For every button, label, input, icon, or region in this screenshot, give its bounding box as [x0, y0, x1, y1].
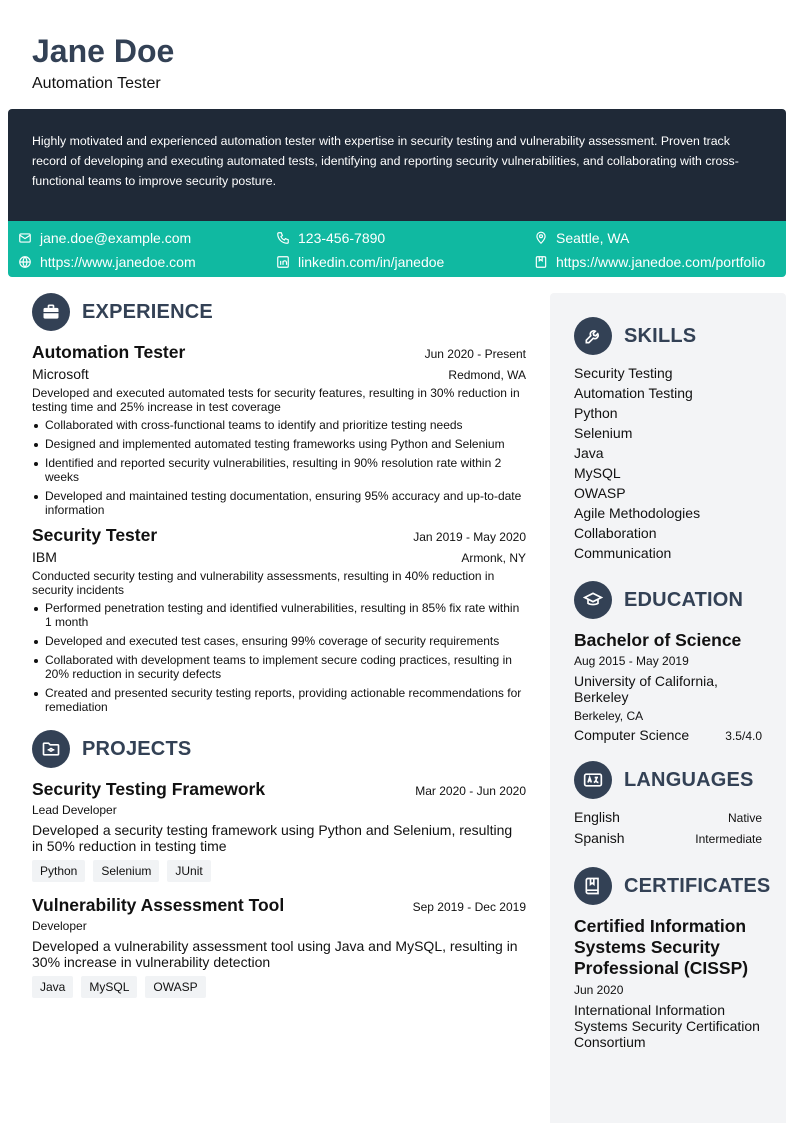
- certificate-name: Certified Information Systems Security Professional (CISSP): [574, 916, 749, 978]
- project-title: Vulnerability Assessment Tool: [32, 895, 285, 915]
- linkedin-icon: [276, 255, 290, 269]
- education-heading: [574, 581, 762, 619]
- job-title: Automation Tester: [32, 342, 186, 362]
- skills-title: SKILLS: [624, 324, 697, 347]
- location-text: Seattle, WA: [556, 230, 630, 246]
- briefcase-icon: [32, 293, 70, 331]
- language-item: [574, 828, 762, 849]
- candidate-name: Jane Doe: [32, 33, 175, 69]
- map-pin-icon: [534, 231, 548, 245]
- contact-email[interactable]: [18, 229, 191, 247]
- project-description: Developed a security testing framework using Python and Selenium, resulting in 50% reduction in testing time: [32, 822, 513, 854]
- school-name: University of California, Berkeley: [574, 673, 718, 705]
- projects-heading: [32, 730, 526, 768]
- candidate-title: Automation Tester: [32, 75, 161, 92]
- languages-heading: [574, 761, 762, 799]
- summary-section: [8, 109, 786, 221]
- book-icon: [574, 867, 612, 905]
- skills-heading: [574, 317, 762, 355]
- portfolio-icon: [534, 255, 548, 269]
- education-title: EDUCATION: [624, 588, 744, 611]
- project-entry: [32, 779, 526, 882]
- contact-portfolio[interactable]: [534, 253, 765, 271]
- job-dates: Jan 2019 - May 2020: [413, 530, 526, 544]
- certificate-issuer: International Information Systems Security Certification Consortium: [574, 1002, 760, 1050]
- bullet-item: Collaborated with development teams to implement secure coding practices, resulting in 20% reduction in security defects: [32, 653, 526, 681]
- skill-item: Python: [574, 405, 618, 421]
- job-entry: [32, 525, 526, 714]
- tag: Python: [32, 860, 85, 882]
- email-text: jane.doe@example.com: [40, 230, 192, 246]
- main-column: [32, 293, 526, 998]
- languages-list: [574, 807, 762, 849]
- bullet-item: Designed and implemented automated testing frameworks using Python and Selenium: [32, 437, 526, 451]
- education-dates: Aug 2015 - May 2019: [574, 654, 689, 668]
- project-description: Developed a vulnerability assessment tool using Java and MySQL, resulting in 30% increase in vulnerability detection: [32, 938, 518, 970]
- skill-item: Collaboration: [574, 525, 657, 541]
- portfolio-text: https://www.janedoe.com/portfolio: [556, 254, 766, 270]
- project-dates: Sep 2019 - Dec 2019: [412, 900, 526, 914]
- project-title: Security Testing Framework: [32, 779, 266, 799]
- website-text: https://www.janedoe.com: [40, 254, 196, 270]
- education-section: [574, 581, 762, 743]
- language-name: Spanish: [574, 830, 625, 846]
- skills-section: [574, 317, 762, 563]
- phone-icon: [276, 231, 290, 245]
- degree: Bachelor of Science: [574, 630, 742, 650]
- contact-bar: [8, 221, 786, 277]
- tag: JUnit: [167, 860, 210, 882]
- bullet-item: Developed and maintained testing documentation, ensuring 95% accuracy and up-to-date information: [32, 489, 526, 517]
- certificates-title: CERTIFICATES: [624, 874, 771, 897]
- phone-text: 123-456-7890: [298, 230, 386, 246]
- skill-item: Agile Methodologies: [574, 505, 701, 521]
- bullet-item: Developed and executed test cases, ensuring 99% coverage of security requirements: [32, 634, 526, 648]
- tag: MySQL: [81, 976, 137, 998]
- contact-website[interactable]: [18, 253, 196, 271]
- contact-phone[interactable]: [276, 229, 385, 247]
- skill-item: OWASP: [574, 485, 626, 501]
- project-entry: [32, 895, 526, 998]
- experience-title: EXPERIENCE: [82, 300, 213, 323]
- job-company: Microsoft: [32, 366, 89, 382]
- job-company: IBM: [32, 549, 57, 565]
- job-location: Armonk, NY: [461, 551, 526, 565]
- resume-header: [32, 33, 174, 93]
- skill-item: Selenium: [574, 425, 633, 441]
- skill-item: Communication: [574, 545, 672, 561]
- gpa: 3.5/4.0: [725, 729, 762, 743]
- envelope-icon: [18, 231, 32, 245]
- field-of-study: Computer Science: [574, 727, 690, 743]
- certificates-section: [574, 867, 771, 1050]
- job-title: Security Tester: [32, 525, 158, 545]
- language-level: Intermediate: [695, 832, 762, 846]
- language-item: [574, 807, 762, 828]
- project-role: Lead Developer: [32, 803, 117, 817]
- bullet-item: Performed penetration testing and identified vulnerabilities, resulting in 85% fix rate within 1 month: [32, 601, 526, 629]
- contact-linkedin[interactable]: [276, 253, 444, 271]
- project-dates: Mar 2020 - Jun 2020: [415, 784, 526, 798]
- bullet-item: Identified and reported security vulnerabilities, resulting in 90% resolution rate within 2 weeks: [32, 456, 526, 484]
- wrench-icon: [574, 317, 612, 355]
- globe-icon: [18, 255, 32, 269]
- project-tags: [32, 860, 526, 882]
- certificates-heading: [574, 867, 771, 905]
- skill-item: Java: [574, 445, 604, 461]
- graduation-cap-icon: [574, 581, 612, 619]
- job-bullets: [32, 418, 526, 517]
- tag: Java: [32, 976, 73, 998]
- job-description: Developed and executed automated tests for security features, resulting in 30% reduction in testing time and 25% increase in test coverage: [32, 386, 520, 414]
- projects-title: PROJECTS: [82, 737, 192, 760]
- job-bullets: [32, 601, 526, 714]
- certificate-date: Jun 2020: [574, 983, 624, 997]
- skill-item: MySQL: [574, 465, 621, 481]
- school-location: Berkeley, CA: [574, 709, 644, 723]
- skill-item: Automation Testing: [574, 385, 693, 401]
- job-dates: Jun 2020 - Present: [424, 347, 526, 361]
- language-level: Native: [727, 811, 762, 825]
- project-role: Developer: [32, 919, 87, 933]
- languages-title: LANGUAGES: [624, 768, 754, 791]
- bullet-item: Collaborated with cross-functional teams to identify and prioritize testing needs: [32, 418, 526, 432]
- skills-list: [574, 363, 762, 563]
- job-description: Conducted security testing and vulnerability assessments, resulting in 40% reduction in security incidents: [32, 569, 495, 597]
- skill-item: Security Testing: [574, 365, 673, 381]
- contact-location: [534, 229, 629, 247]
- folder-icon: [32, 730, 70, 768]
- languages-section: [574, 761, 762, 849]
- bullet-item: Created and presented security testing reports, providing actionable recommendations for remediation: [32, 686, 526, 714]
- job-location: Redmond, WA: [448, 368, 526, 382]
- tag: OWASP: [145, 976, 205, 998]
- experience-heading: [32, 293, 526, 331]
- linkedin-text: linkedin.com/in/janedoe: [298, 254, 445, 270]
- language-name: English: [574, 809, 620, 825]
- summary-text: Highly motivated and experienced automation tester with expertise in security testing and vulnerability assessment. Proven track record of developing and executing automated tests, identifying and reporting security vulnerabilities, and collaborating with cross-functional teams to improve security posture.: [32, 134, 739, 188]
- translate-icon: [574, 761, 612, 799]
- sidebar: [550, 293, 786, 1123]
- tag: Selenium: [93, 860, 159, 882]
- project-tags: [32, 976, 526, 998]
- job-entry: [32, 342, 526, 517]
